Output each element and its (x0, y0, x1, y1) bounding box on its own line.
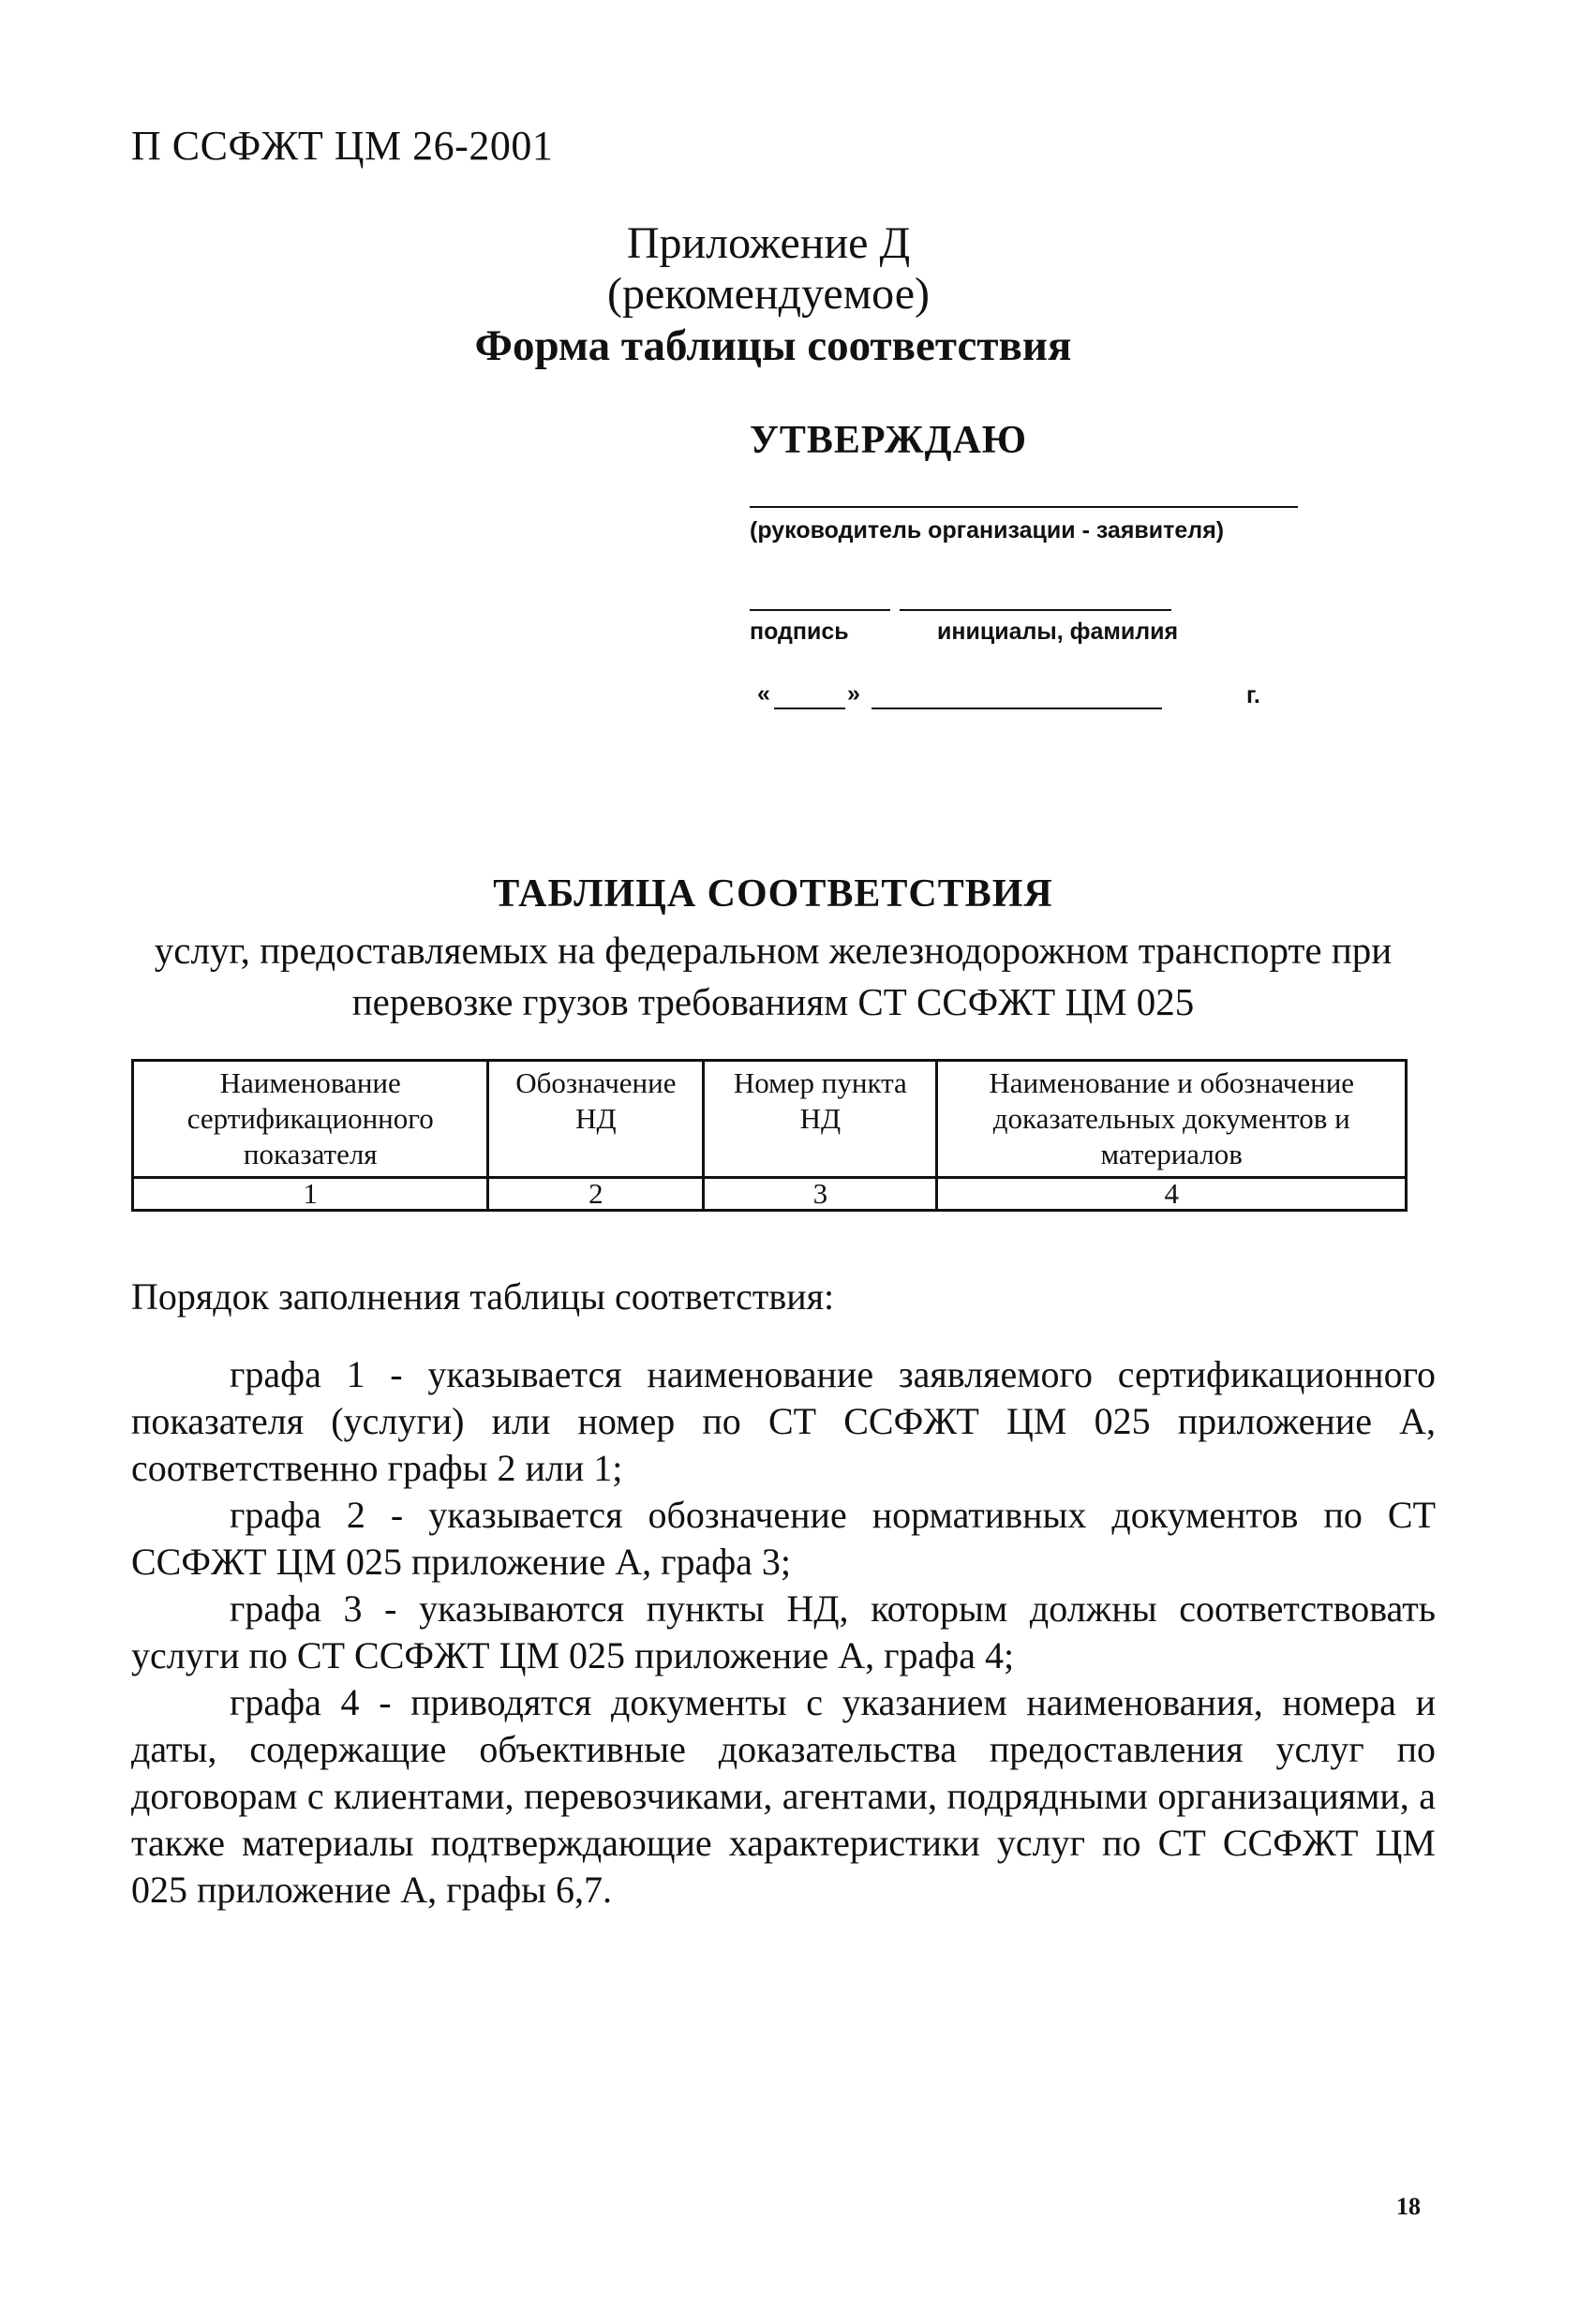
date-open-quote: « (757, 680, 770, 707)
date-day-line (774, 708, 845, 709)
instruction-text: графа 1 - указывается наименование заявляемого сертификационного показателя (услуги) или номер по СТ ССФЖТ ЦМ 025 приложение А, соответственно графы 2 или 1; (131, 1353, 1436, 1489)
column-header-evidence-documents: Наименование и обозначение доказательных документов и материалов (937, 1061, 1407, 1178)
document-code: П ССФЖТ ЦМ 26-2001 (131, 123, 554, 169)
column-number: 1 (133, 1178, 488, 1211)
table-subtitle-line2: перевозке грузов требованиям СТ ССФЖТ ЦМ 025 (351, 980, 1195, 1023)
instruction-item (131, 1586, 1436, 1679)
appendix-label: Приложение Д (626, 218, 911, 268)
recommended-label: (рекомендуемое) (607, 269, 930, 319)
head-signature-line (750, 506, 1298, 508)
column-number: 4 (937, 1178, 1407, 1211)
table-number-row (133, 1178, 1407, 1211)
signature-caption: подпись (750, 618, 849, 645)
instruction-text: графа 2 - указывается обозначение нормативных документов по СТ ССФЖТ ЦМ 025 приложение А, графа 3; (131, 1494, 1436, 1583)
approval-title: УТВЕРЖДАЮ (750, 419, 1028, 462)
conformity-table (131, 1059, 1408, 1212)
table-subtitle-line1: услуг, предоставляемых на федеральном железнодорожном транспорте при (154, 929, 1393, 972)
column-header-nd-designation: Обозначение НД (488, 1061, 704, 1178)
instructions-heading: Порядок заполнения таблицы соответствия: (131, 1275, 835, 1318)
instruction-item (131, 1351, 1436, 1492)
head-caption: (руководитель организации - заявителя) (750, 517, 1225, 544)
signature-line (750, 609, 890, 611)
form-title: Форма таблицы соответствия (474, 321, 1072, 370)
column-header-indicator: Наименование сертификационного показателя (133, 1061, 488, 1178)
instruction-text: графа 3 - указываются пункты НД, которым должны соответствовать услуги по СТ ССФЖТ ЦМ 025 приложение А, графа 4; (131, 1587, 1436, 1676)
column-number: 2 (488, 1178, 704, 1211)
table-title: ТАБЛИЦА СООТВЕТСТВИЯ (493, 872, 1053, 916)
instruction-text: графа 4 - приводятся документы с указанием наименования, номера и даты, содержащие объективные доказательства предоставления услуг по договорам с клиентами, перевозчиками, агентами, подрядными организациями, а также материалы подтверждающие характеристики услуг по СТ ССФЖТ ЦМ 025 приложение А, графы 6,7. (131, 1681, 1436, 1911)
instruction-item (131, 1492, 1436, 1586)
column-header-nd-clause: Номер пункта НД (704, 1061, 937, 1178)
column-number: 3 (704, 1178, 937, 1211)
date-month-line (871, 708, 1162, 709)
date-close-quote: » (847, 680, 860, 707)
name-line (900, 609, 1171, 611)
page-number: 18 (1396, 2193, 1421, 2220)
year-suffix: г. (1246, 682, 1260, 708)
instruction-item (131, 1679, 1436, 1914)
table-header-row (133, 1061, 1407, 1178)
name-caption: инициалы, фамилия (937, 618, 1179, 645)
